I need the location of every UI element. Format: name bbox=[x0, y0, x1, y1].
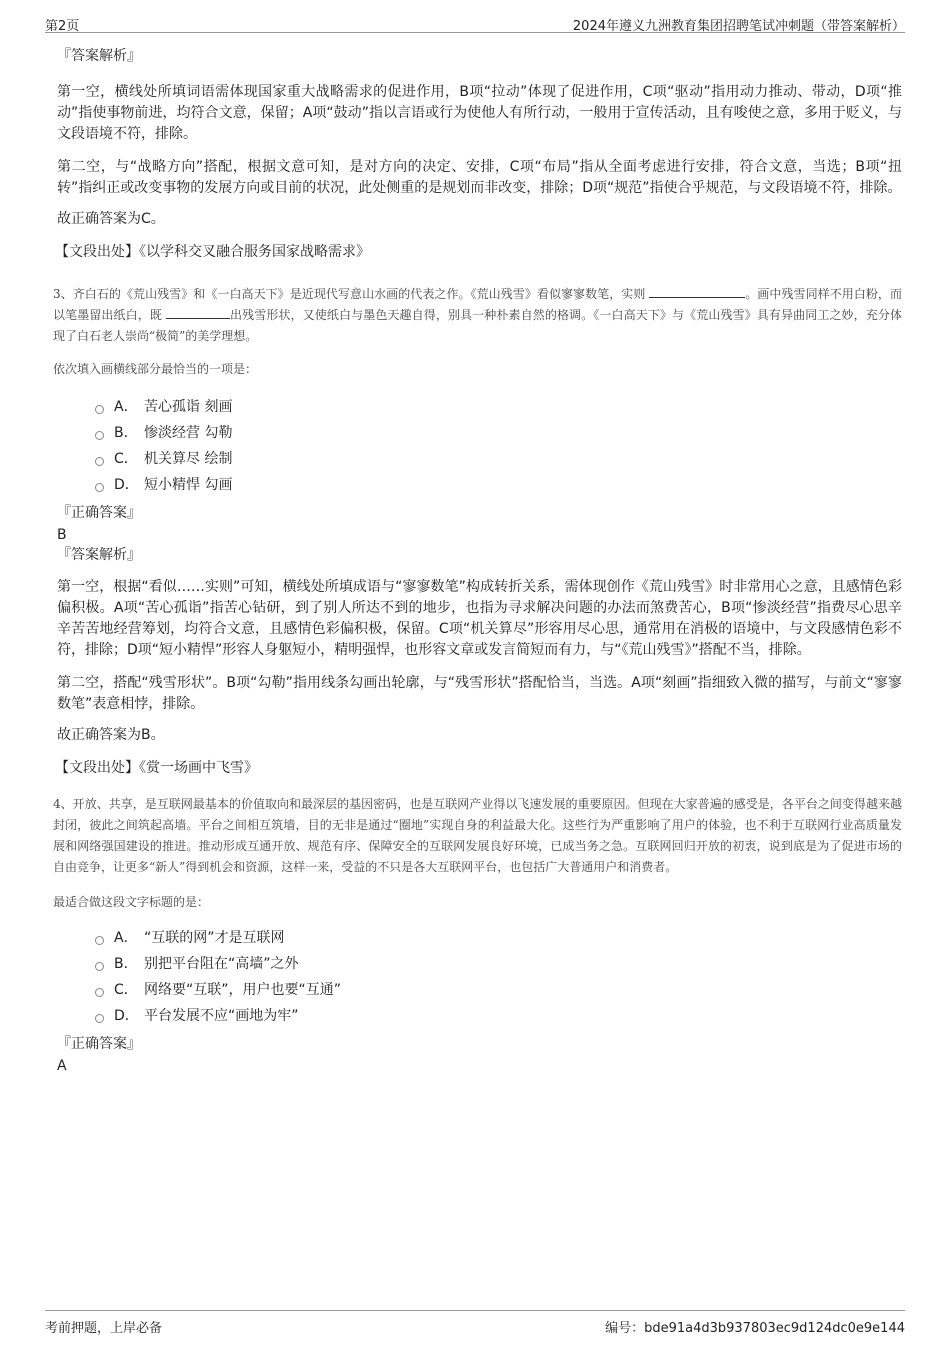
analysis-paragraph: 第一空，横线处所填词语需体现国家重大战略需求的促进作用，B项“拉动”体现了促进作用，C项“驱动”指用动力推动、带动，D项“推动”指使事物前进，均符合文意，保留；A项“鼓动”指以言语或行为使他人有所行动，一般用于宣传活动，且有唆使之意，多用于贬义，与文段语境不符，排除。 bbox=[57, 84, 902, 142]
page-content bbox=[53, 46, 902, 1076]
option-a[interactable] bbox=[95, 393, 902, 419]
option-text: 惨淡经营 勾勒 bbox=[144, 425, 233, 441]
option-letter: D． bbox=[114, 1008, 139, 1024]
conclusion: 故正确答案为B。 bbox=[57, 727, 165, 743]
question-3-prompt: 依次填入画横线部分最恰当的一项是： bbox=[53, 362, 258, 376]
radio-button[interactable] bbox=[95, 483, 104, 492]
correct-answer-label: 『正确答案』 bbox=[57, 505, 141, 521]
option-letter: C． bbox=[114, 451, 138, 467]
conclusion: 故正确答案为C。 bbox=[57, 211, 165, 227]
radio-button[interactable] bbox=[95, 936, 104, 945]
option-text: 苦心孤诣 刻画 bbox=[144, 399, 233, 415]
option-letter: B． bbox=[114, 956, 138, 972]
option-text: 机关算尽 绘制 bbox=[144, 451, 233, 467]
analysis-paragraph: 第二空，搭配“残雪形状”。B项“勾勒”指用线条勾画出轮廓，与“残雪形状”搭配恰当，当选。A项“刻画”指细致入微的描写，与前文“寥寥数笔”表意相悖，排除。 bbox=[57, 675, 902, 712]
option-text: 网络要“互联”，用户也要“互通” bbox=[144, 982, 342, 998]
answer-blank bbox=[649, 285, 745, 298]
option-letter: D． bbox=[114, 477, 139, 493]
source-citation: 【文段出处】《以学科交叉融合服务国家战略需求》 bbox=[55, 244, 370, 260]
analysis-paragraph: 第一空，根据“看似……实则”可知，横线处所填成语与“寥寥数笔”构成转折关系，需体现创作《荒山残雪》时非常用心之意，且感情色彩偏积极。A项“苦心孤诣”指苦心钻研，到了别人所达不到的地步，也指为寻求解决问题的办法而煞费苦心，B项“惨淡经营”指费尽心思辛辛苦苦地经营筹划，均符合文意，且感情色彩偏积极，保留。C项“机关算尽”形容用尽心思，通常用在消极的语境中，与文段感情色彩不符，排除；D项“短小精悍”形容人身躯短小，精明强悍，也形容文章或发言简短而有力，与“《荒山残雪》”搭配不当，排除。 bbox=[57, 579, 902, 658]
analysis-label: 『答案解析』 bbox=[57, 48, 141, 64]
page-header bbox=[45, 12, 905, 33]
answer-blank bbox=[166, 306, 230, 319]
radio-button[interactable] bbox=[95, 962, 104, 971]
radio-button[interactable] bbox=[95, 988, 104, 997]
radio-button[interactable] bbox=[95, 431, 104, 440]
document-title: 2024年遵义九洲教育集团招聘笔试冲刺题（带答案解析） bbox=[572, 19, 905, 34]
option-d[interactable] bbox=[95, 1002, 902, 1028]
footer-slogan: 考前押题，上岸必备 bbox=[45, 1321, 163, 1336]
option-b[interactable] bbox=[95, 419, 902, 445]
question-4-options bbox=[95, 924, 902, 1028]
question-4-text: 4、开放、共享，是互联网最基本的价值取向和最深层的基因密码，也是互联网产业得以飞速发展的重要原因。但现在大家普遍的感受是，各平台之间变得越来越封闭，彼此之间筑起高墙。平台之间相互筑墙，目的无非是通过“圈地”实现自身的利益最大化。这些行为严重影响了用户的体验，也不利于互联网行业高质量发展和网络强国建设的推进。推动形成互通开放、规范有序、保障安全的互联网发展良好环境，已成当务之急。互联网回归开放的初衷，说到底是为了促进市场的自由竞争，让更多“新人”得到机会和资源，这样一来，受益的不只是各大互联网平台，也包括广大普通用户和消费者。 bbox=[53, 797, 902, 874]
correct-answer: A bbox=[57, 1058, 67, 1074]
question-3-text: 3、齐白石的《荒山残雪》和《一白高天下》是近现代写意山水画的代表之作。《荒山残雪》看似寥寥数笔，实则 。画中残雪同样不用白粉，而以笔墨留出纸白，既 出残雪形状，又使纸白与墨色天趣自得，别具一种朴素自然的格调。《一白高天下》与《荒山残雪》具有异曲同工之妙，充分体现了白石老人崇尚“极简”的美学理想。 bbox=[53, 287, 902, 343]
option-text: 短小精悍 勾画 bbox=[144, 477, 233, 493]
option-text: 平台发展不应“画地为牢” bbox=[144, 1008, 299, 1024]
page-number: 第2页 bbox=[45, 19, 80, 34]
page-footer bbox=[45, 1310, 905, 1339]
option-text: 别把平台阻在“高墙”之外 bbox=[144, 956, 299, 972]
option-letter: A． bbox=[114, 399, 138, 415]
option-letter: A． bbox=[114, 930, 138, 946]
correct-answer: B bbox=[57, 527, 67, 543]
option-a[interactable] bbox=[95, 924, 902, 950]
option-c[interactable] bbox=[95, 976, 902, 1002]
option-b[interactable] bbox=[95, 950, 902, 976]
document-id: 编号：bde91a4d3b937803ec9d124dc0e9e144 bbox=[605, 1321, 905, 1336]
question-3-options bbox=[95, 393, 902, 497]
radio-button[interactable] bbox=[95, 1014, 104, 1023]
radio-button[interactable] bbox=[95, 405, 104, 414]
option-d[interactable] bbox=[95, 471, 902, 497]
option-letter: B． bbox=[114, 425, 138, 441]
analysis-paragraph: 第二空，与“战略方向”搭配，根据文意可知，是对方向的决定、安排，C项“布局”指从全面考虑进行安排，符合文意，当选；B项“扭转”指纠正或改变事物的发展方向或目前的状况，此处侧重的是规划而非改变，排除；D项“规范”指使合乎规范，与文段语境不符，排除。 bbox=[57, 159, 902, 196]
source-citation: 【文段出处】《赏一场画中飞雪》 bbox=[55, 760, 258, 776]
option-letter: C． bbox=[114, 982, 138, 998]
radio-button[interactable] bbox=[95, 457, 104, 466]
correct-answer-label: 『正确答案』 bbox=[57, 1036, 141, 1052]
analysis-label: 『答案解析』 bbox=[57, 547, 141, 563]
question-4-prompt: 最适合做这段文字标题的是： bbox=[53, 895, 210, 909]
option-text: “互联的网”才是互联网 bbox=[144, 930, 285, 946]
option-c[interactable] bbox=[95, 445, 902, 471]
